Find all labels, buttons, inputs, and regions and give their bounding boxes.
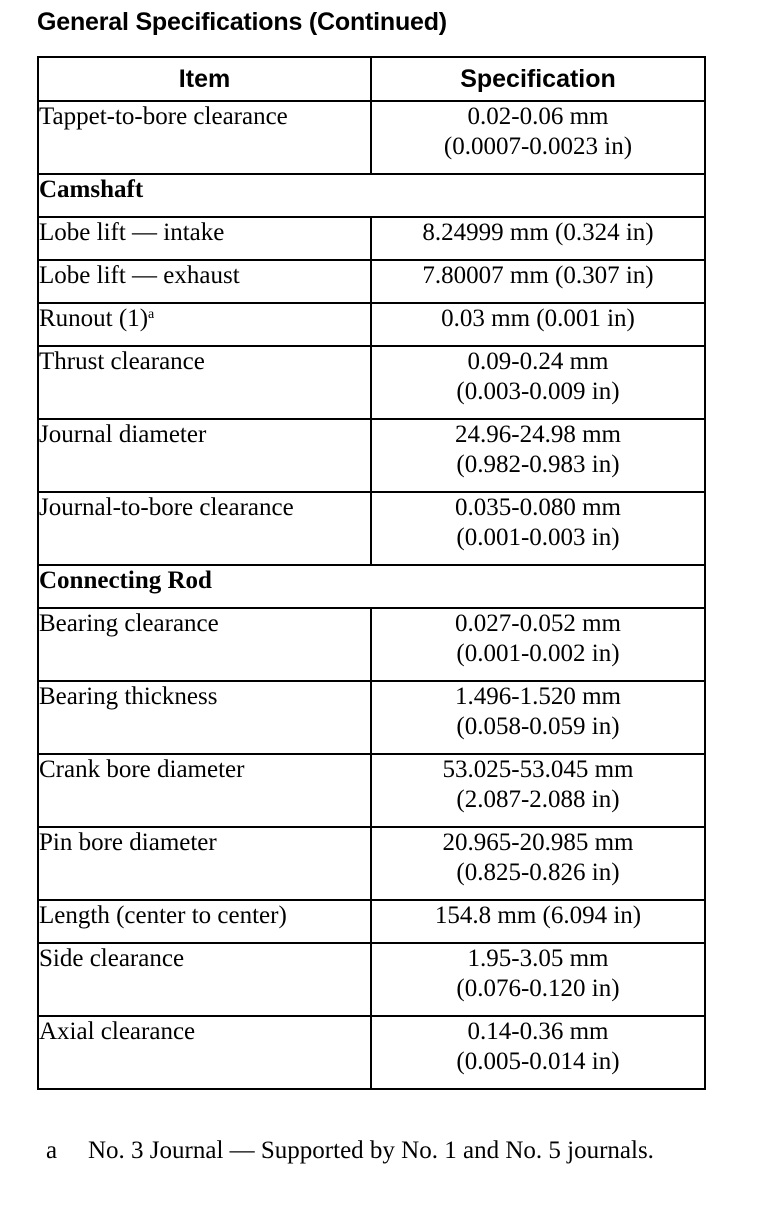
spec-line: 0.027-0.052 mm [455, 610, 621, 637]
item-cell: Lobe lift — exhaust [38, 260, 371, 303]
spec-line: 1.95-3.05 mm [467, 945, 609, 972]
spec-line: 20.965-20.985 mm [442, 829, 634, 856]
spec-cell [371, 217, 705, 260]
column-header-item: Item [38, 57, 371, 101]
spec-line: 0.14-0.36 mm [467, 1018, 609, 1045]
spec-line: (0.076-0.120 in) [456, 975, 620, 1002]
spec-line: 8.24999 mm (0.324 in) [422, 219, 654, 246]
spec-line: 0.03 mm (0.001 in) [441, 305, 635, 332]
spec-line: 154.8 mm (6.094 in) [434, 902, 642, 929]
spec-cell [371, 419, 705, 492]
table-row [38, 681, 705, 754]
table-row [38, 827, 705, 900]
spec-cell [371, 900, 705, 943]
item-cell: Lobe lift — intake [38, 217, 371, 260]
spec-line: (0.005-0.014 in) [456, 1048, 620, 1075]
spec-line: (0.001-0.003 in) [456, 524, 620, 551]
item-label: Runout (1) [39, 305, 149, 332]
table-row [38, 260, 705, 303]
spec-line: (0.0007-0.0023 in) [443, 133, 633, 160]
spec-cell [371, 681, 705, 754]
spec-cell [371, 303, 705, 346]
section-row [38, 565, 705, 608]
table-row [38, 608, 705, 681]
footnote-mark: a [46, 1137, 58, 1164]
table-row [38, 217, 705, 260]
spec-line: 24.96-24.98 mm [455, 421, 621, 448]
spec-line: 0.09-0.24 mm [467, 348, 609, 375]
spec-line: (0.058-0.059 in) [456, 713, 620, 740]
item-cell: Crank bore diameter [38, 754, 371, 827]
spec-cell [371, 101, 705, 174]
section-heading: Connecting Rod [38, 565, 705, 608]
item-cell: Side clearance [38, 943, 371, 1016]
spec-cell [371, 346, 705, 419]
footnote-text: No. 3 Journal — Supported by No. 1 and No. 5 journals. [88, 1137, 654, 1164]
spec-line: (0.982-0.983 in) [456, 451, 620, 478]
spec-cell [371, 260, 705, 303]
spec-cell [371, 754, 705, 827]
spec-line: 0.035-0.080 mm [455, 494, 621, 521]
spec-cell [371, 492, 705, 565]
footnote-reference: a [148, 307, 155, 322]
item-cell: Length (center to center) [38, 900, 371, 943]
spec-line: (2.087-2.088 in) [456, 786, 620, 813]
spec-line: 1.496-1.520 mm [455, 683, 621, 710]
page-title: General Specifications (Continued) [37, 8, 447, 36]
item-cell: Bearing thickness [38, 681, 371, 754]
item-cell: Tappet-to-bore clearance [38, 101, 371, 174]
item-cell [38, 303, 371, 346]
spec-cell [371, 943, 705, 1016]
item-cell: Axial clearance [38, 1016, 371, 1089]
item-cell: Pin bore diameter [38, 827, 371, 900]
item-cell: Journal-to-bore clearance [38, 492, 371, 565]
spec-line: 53.025-53.045 mm [442, 756, 634, 783]
spec-cell [371, 1016, 705, 1089]
spec-line: (0.003-0.009 in) [456, 378, 620, 405]
table-header-row [38, 57, 705, 101]
spec-cell [371, 827, 705, 900]
table-row [38, 1016, 705, 1089]
table-row [38, 943, 705, 1016]
item-cell: Journal diameter [38, 419, 371, 492]
specifications-table [37, 56, 706, 1090]
table-row [38, 419, 705, 492]
spec-line: (0.001-0.002 in) [456, 640, 620, 667]
column-header-specification: Specification [371, 57, 705, 101]
table-row [38, 754, 705, 827]
table-row [38, 303, 705, 346]
section-row [38, 174, 705, 217]
section-heading: Camshaft [38, 174, 705, 217]
spec-cell [371, 608, 705, 681]
item-cell: Bearing clearance [38, 608, 371, 681]
spec-line: (0.825-0.826 in) [456, 859, 620, 886]
item-cell: Thrust clearance [38, 346, 371, 419]
table-row [38, 346, 705, 419]
spec-line: 0.02-0.06 mm [467, 103, 609, 130]
spec-line: 7.80007 mm (0.307 in) [422, 262, 654, 289]
table-row [38, 492, 705, 565]
table-row [38, 900, 705, 943]
table-row [38, 101, 705, 174]
